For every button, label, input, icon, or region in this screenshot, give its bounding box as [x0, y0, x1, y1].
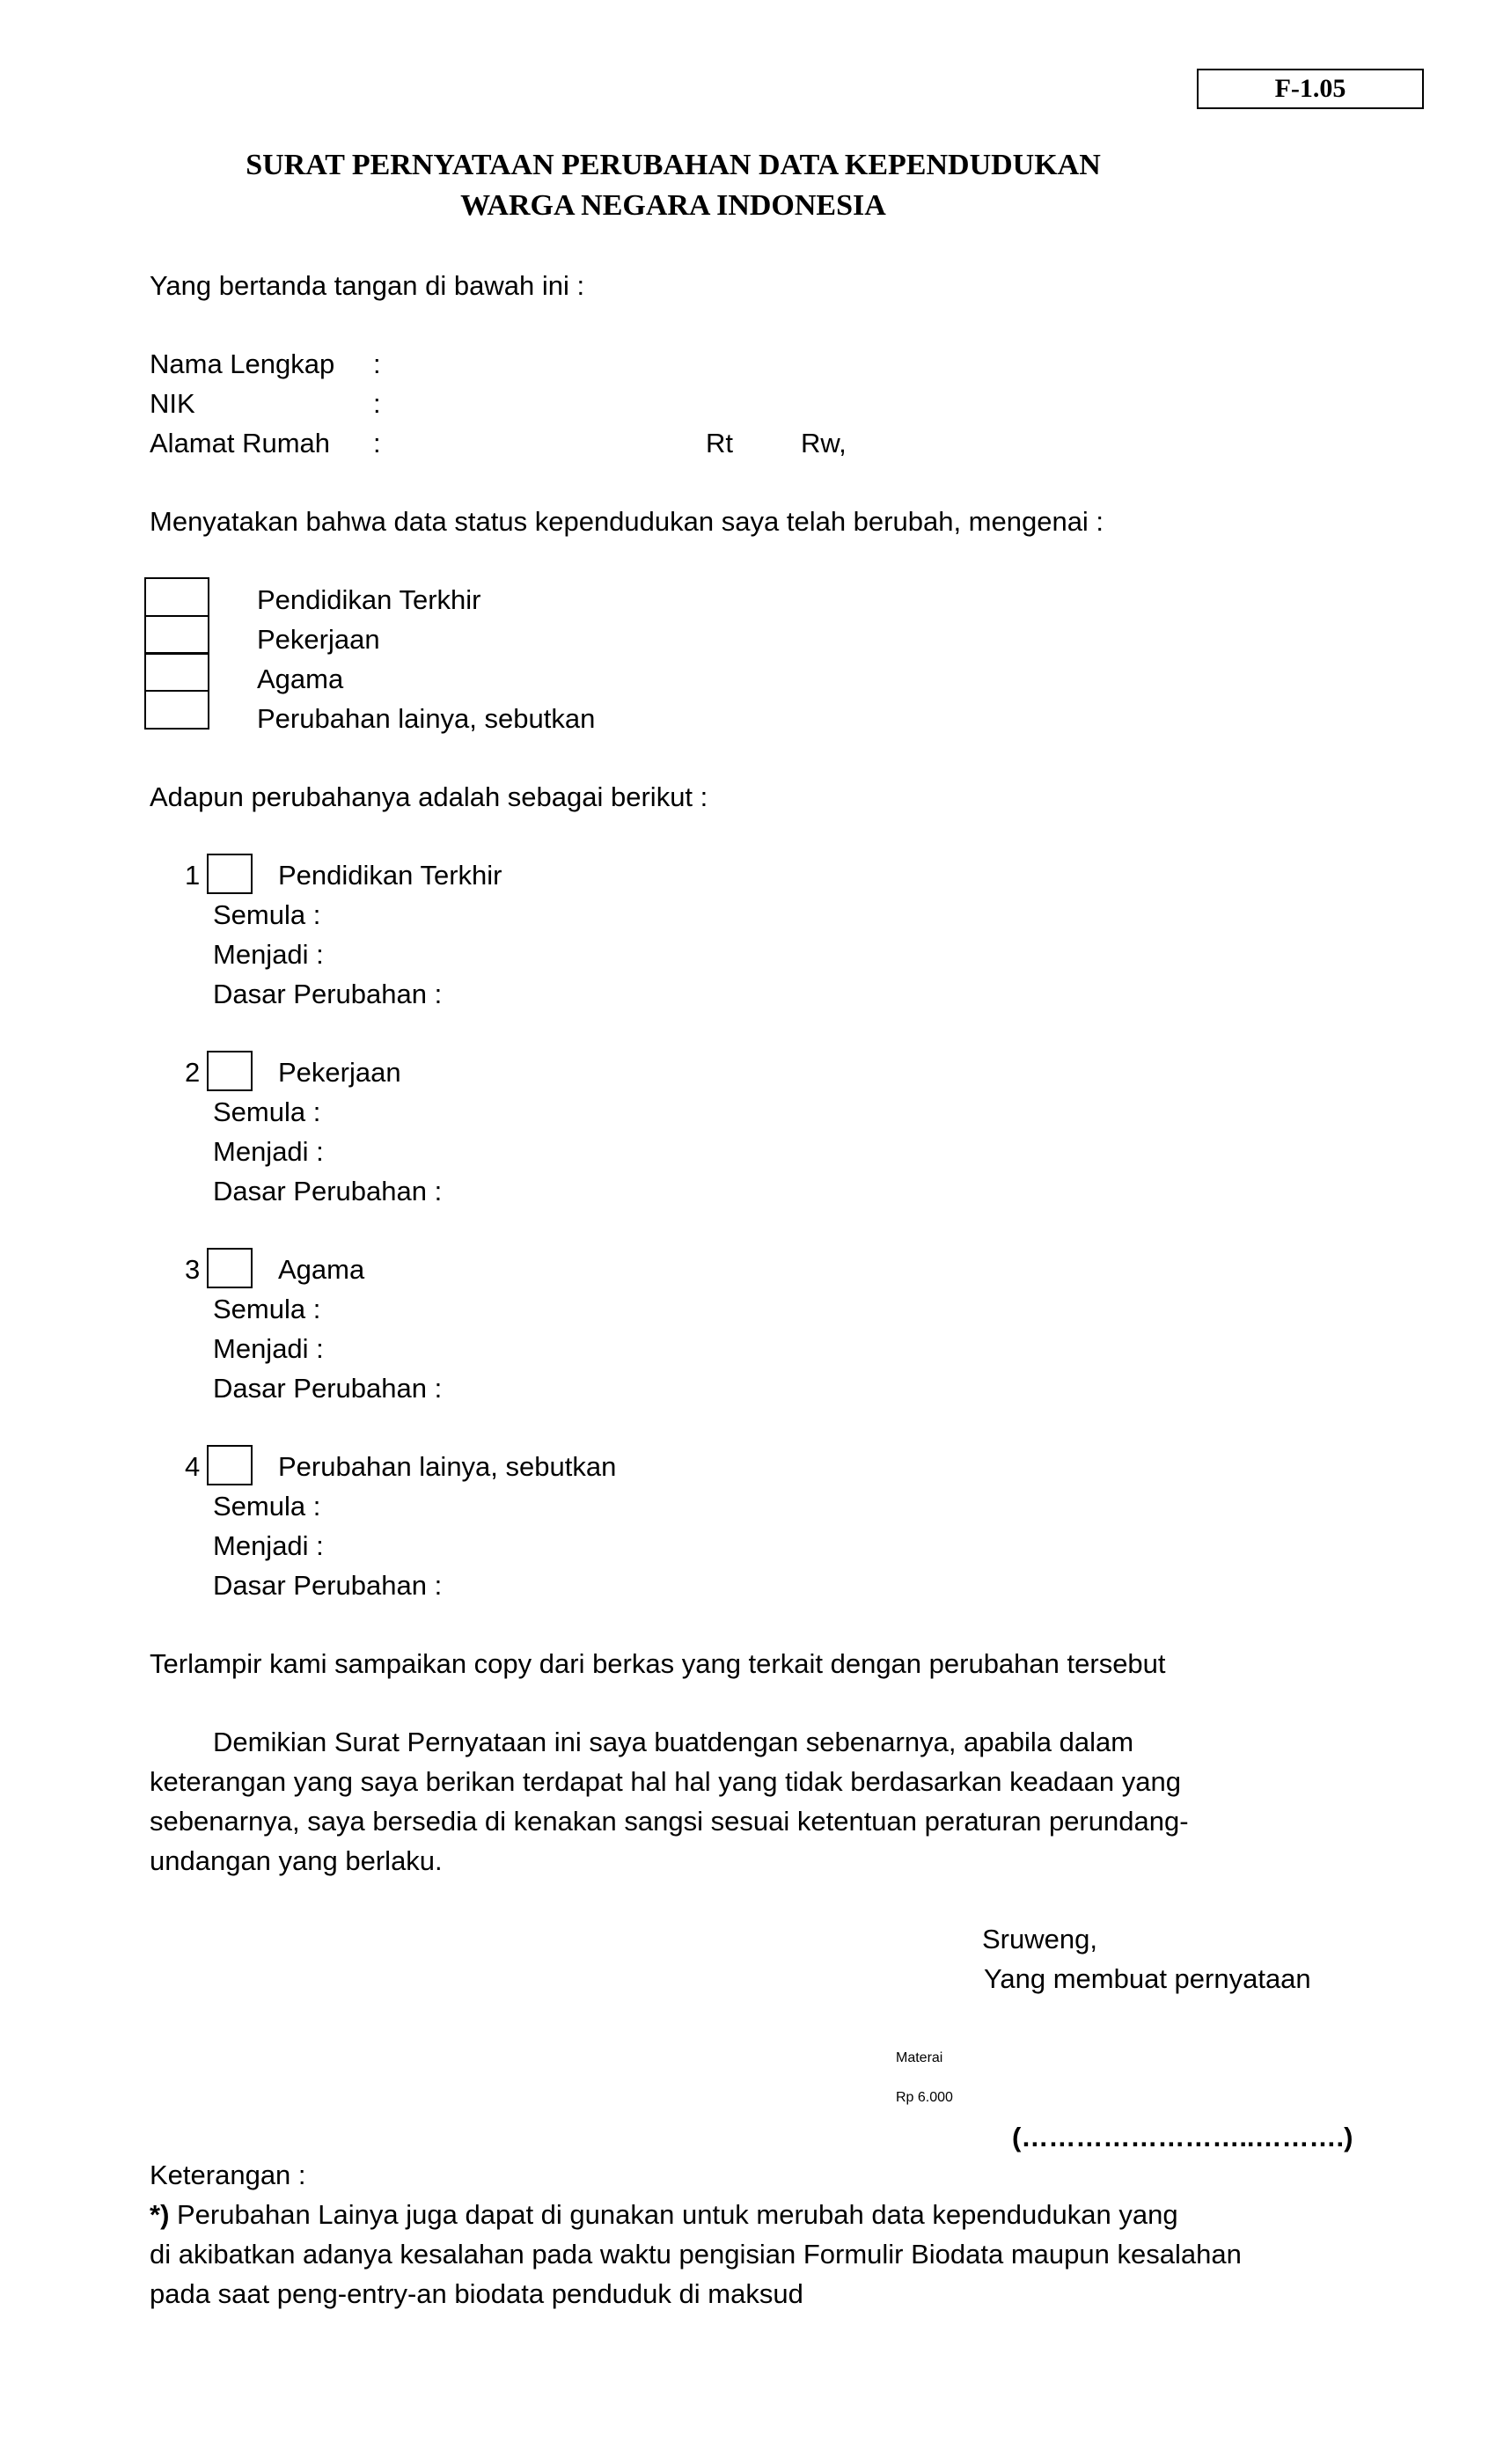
intro-text: Yang bertanda tangan di bawah ini :: [150, 270, 585, 301]
semula-label: Semula :: [213, 1096, 321, 1127]
option-label-agama: Agama: [257, 664, 344, 694]
closing-line-1: Demikian Surat Pernyataan ini saya buatdengan sebenarnya, apabila dalam: [213, 1727, 1134, 1757]
checkbox-agama[interactable]: [144, 652, 209, 692]
statement-text: Menyatakan bahwa data status kependudukan saya telah berubah, mengenai :: [150, 506, 1104, 537]
notes-heading: Keterangan :: [150, 2160, 306, 2190]
checkbox-pendidikan[interactable]: [144, 577, 209, 617]
address-label: Alamat Rumah: [150, 428, 331, 458]
menjadi-label: Menjadi :: [213, 1333, 324, 1364]
title-line-2: WARGA NEGARA INDONESIA: [460, 189, 886, 222]
rt-label: Rt: [706, 428, 733, 458]
signature-role: Yang membuat pernyataan: [984, 1963, 1311, 1994]
detail-checkbox-4[interactable]: [207, 1445, 253, 1485]
menjadi-label: Menjadi :: [213, 1530, 324, 1561]
title-line-1: SURAT PERNYATAAN PERUBAHAN DATA KEPENDUDUKAN: [246, 149, 1101, 181]
attachment-text: Terlampir kami sampaikan copy dari berkas yang terkait dengan perubahan tersebut: [150, 1648, 1166, 1679]
name-label: Nama Lengkap: [150, 348, 335, 379]
checkbox-lainya[interactable]: [144, 690, 209, 730]
detail-number: 1: [185, 860, 201, 891]
dasar-perubahan-label: Dasar Perubahan :: [213, 1373, 443, 1404]
closing-line-3: sebenarnya, saya bersedia di kenakan sangsi sesuai ketentuan peraturan perundang-: [150, 1806, 1189, 1837]
notes-line-1-text: Perubahan Lainya juga dapat di gunakan untuk merubah data kependudukan yang: [169, 2199, 1178, 2230]
name-colon: :: [373, 348, 381, 379]
nik-label: NIK: [150, 388, 195, 419]
form-code: F-1.05: [1274, 74, 1346, 103]
detail-number: 4: [185, 1451, 201, 1482]
option-label-lainya: Perubahan lainya, sebutkan: [257, 703, 596, 734]
semula-label: Semula :: [213, 1491, 321, 1522]
detail-checkbox-3[interactable]: [207, 1248, 253, 1288]
stamp-label: Materai: [896, 2050, 943, 2065]
checkbox-pekerjaan[interactable]: [144, 615, 209, 655]
option-label-pendidikan: Pendidikan Terkhir: [257, 584, 481, 615]
closing-line-4: undangan yang berlaku.: [150, 1845, 443, 1876]
notes-line-2: di akibatkan adanya kesalahan pada waktu pengisian Formulir Biodata maupun kesalahan: [150, 2239, 1242, 2270]
semula-label: Semula :: [213, 899, 321, 930]
change-checkbox-group: [144, 577, 209, 730]
notes-marker: *): [150, 2199, 170, 2230]
signature-place: Sruweng,: [982, 1924, 1097, 1954]
nik-colon: :: [373, 388, 381, 419]
rw-label: Rw,: [801, 428, 847, 458]
details-intro: Adapun perubahanya adalah sebagai berikut :: [150, 781, 708, 812]
stamp-value: Rp 6.000: [896, 2090, 953, 2105]
notes-line-1: [150, 2195, 1178, 2234]
signature-name-placeholder: (……………………..……….): [1012, 2122, 1353, 2152]
option-label-pekerjaan: Pekerjaan: [257, 624, 380, 655]
detail-number: 3: [185, 1254, 201, 1285]
dasar-perubahan-label: Dasar Perubahan :: [213, 979, 443, 1009]
detail-title: Pendidikan Terkhir: [278, 860, 502, 891]
closing-line-2: keterangan yang saya berikan terdapat hal hal yang tidak berdasarkan keadaan yang: [150, 1766, 1181, 1797]
dasar-perubahan-label: Dasar Perubahan :: [213, 1570, 443, 1601]
detail-number: 2: [185, 1057, 201, 1088]
detail-title: Agama: [278, 1254, 365, 1285]
detail-checkbox-2[interactable]: [207, 1051, 253, 1091]
semula-label: Semula :: [213, 1294, 321, 1324]
detail-title: Pekerjaan: [278, 1057, 401, 1088]
address-colon: :: [373, 428, 381, 458]
menjadi-label: Menjadi :: [213, 939, 324, 970]
detail-title: Perubahan lainya, sebutkan: [278, 1451, 617, 1482]
menjadi-label: Menjadi :: [213, 1136, 324, 1167]
dasar-perubahan-label: Dasar Perubahan :: [213, 1176, 443, 1206]
notes-line-3: pada saat peng-entry-an biodata penduduk di maksud: [150, 2278, 803, 2309]
detail-checkbox-1[interactable]: [207, 854, 253, 894]
